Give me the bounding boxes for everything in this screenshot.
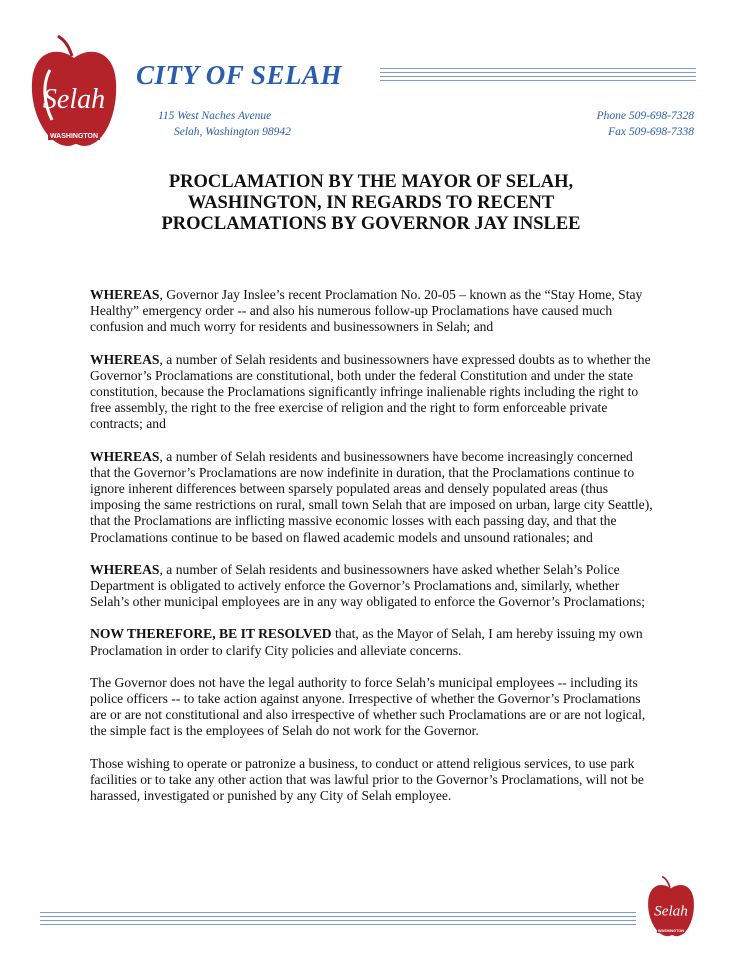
paragraph: Those wishing to operate or patronize a business, to conduct or attend religious services, to use park facilities or to take any other action that was lawful prior to the Governor’s Proclamations, will not be harassed, investigated or punished by any City of Selah employee. (90, 755, 644, 804)
paragraph: WHEREAS, Governor Jay Inslee’s recent Proclamation No. 20-05 – known as the “Stay Home, Stay Healthy” emergency order -- and also his numerous follow-up Proclamations have caused much confusion and much worry for residents and businessowners in Selah; and (90, 287, 643, 335)
phone-number: Phone 509-698-7328 (596, 110, 694, 122)
title-line3: PROCLAMATIONS BY GOVERNOR JAY INSLEE (161, 214, 581, 234)
footer-apple-logo (646, 872, 696, 944)
address-block (158, 108, 291, 140)
footer-rules (40, 912, 636, 928)
paragraph: WHEREAS, a number of Selah residents and businessowners have become increasingly concerned that the Governor’s Proclamations are now indefinite in duration, that the Proclamations continue to ignore inherent differences between sparsely populated areas and densely populated areas (thus imposing the same restrictions on rural, small town Selah that are imposed on urban, large city Seattle), that the Proclamations are inflicting massive economic losses with each passing day, and that the Proclamations continue to be based on flawed academic models and unsound rationales; and (90, 448, 653, 545)
paragraph: NOW THEREFORE, BE IT RESOLVED that, as the Mayor of Selah, I am hereby issuing my own Proclamation in order to clarify City policies and alleviate concerns. (90, 626, 643, 658)
contact-block (597, 108, 694, 140)
header-rules (380, 68, 696, 84)
title-line2: WASHINGTON, IN REGARDS TO RECENT (187, 193, 555, 213)
address-line2: Selah, Washington 98942 (174, 126, 291, 138)
fax-number: Fax 509-698-7338 (608, 126, 694, 138)
paragraph: The Governor does not have the legal authority to force Selah’s municipal employees -- including its police officers -- to take action against anyone. Irrespective of whether the Governor’s Proclamations are or are not constitutional and also irrespective of whether such Proclamations are or are not logical, the simple fact is the employees of Selah do not work for the Governor. (90, 674, 646, 739)
paragraph: WHEREAS, a number of Selah residents and businessowners have asked whether Selah’s Police Department is obligated to actively enforce the Governor’s Proclamations and, similarly, whether Selah’s other municipal employees are in any way obligated to enforce the Governor’s Proclamations; (90, 561, 646, 610)
proclamation-body (90, 287, 655, 820)
selah-apple-logo (28, 34, 120, 154)
svg-text:Selah: Selah (654, 902, 688, 920)
document-title (90, 172, 652, 235)
paragraph: WHEREAS, a number of Selah residents and businessowners have expressed doubts as to whether the Governor’s Proclamations are constitutional, both under the federal Constitution and under the state constitution, because the Proclamations significantly infringe inalienable rights including the right to free assembly, the right to the free exercise of religion and the right to form enforceable private contracts; and (90, 351, 651, 432)
svg-text:WASHINGTON: WASHINGTON (657, 928, 685, 933)
address-line1: 115 West Naches Avenue (158, 110, 272, 122)
logo-text: Selah (42, 84, 106, 115)
logo-subtext: WASHINGTON (49, 133, 99, 140)
city-name: CITY OF SELAH (136, 60, 343, 90)
title-line1: PROCLAMATION BY THE MAYOR OF SELAH, (168, 172, 574, 192)
